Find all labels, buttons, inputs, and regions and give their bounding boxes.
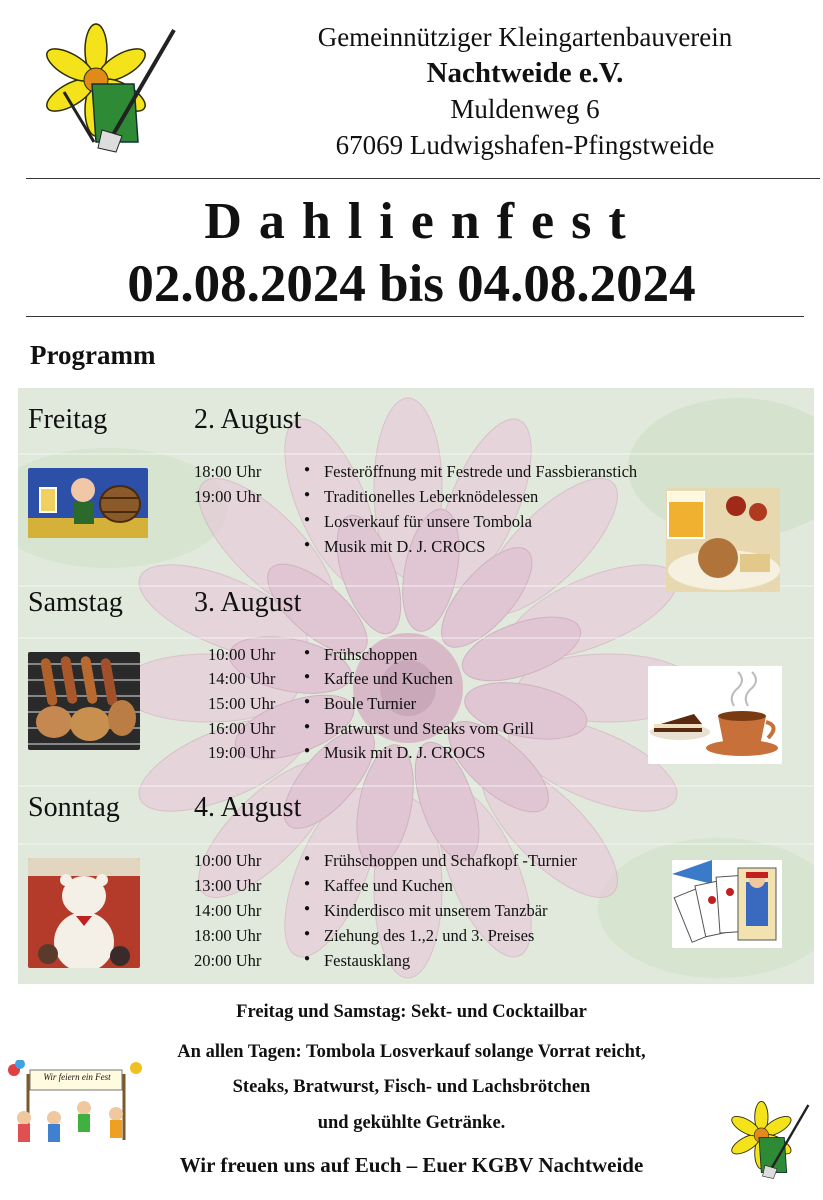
sunday-time-2: 13:00 Uhr [194,876,262,895]
saturday-time-1: 10:00 Uhr [208,645,276,664]
friday-item-4: ● Musik mit D. J. CROCS [324,537,485,557]
title-divider [26,316,804,317]
footer-closing: Wir freuen uns auf Euch – Euer KGBV Nachtweide [179,1153,644,1177]
saturday-time-3: 15:00 Uhr [208,694,276,713]
club-logo-small [724,1096,812,1184]
org-name: Gemeinnütziger Kleingartenbauverein [317,22,733,52]
club-logo [34,22,180,154]
saturday-item-4: ● Bratwurst und Steaks vom Grill [324,719,534,739]
club-name: Nachtweide e.V. [426,57,624,89]
street-address: Muldenweg 6 [450,94,600,124]
city-address: 67069 Ludwigshafen-Pfingstweide [335,130,715,160]
cake-coffee-image [648,666,782,764]
beer-barrel-image [28,468,148,538]
saturday-time-2: 14:00 Uhr [208,669,276,688]
day-saturday: Samstag [28,587,123,618]
event-dates: 02.08.2024 bis 04.08.2024 [127,255,696,313]
sunday-item-3: ● Kinderdisco mit unserem Tanzbär [324,901,548,921]
friday-item-3: ● Losverkauf für unsere Tombola [324,512,532,532]
program-panel [18,388,814,984]
sunday-time-5: 20:00 Uhr [194,951,262,970]
dancing-bear-image [28,858,140,968]
header-divider [26,178,820,179]
sunday-item-1: ● Frühschoppen und Schafkopf -Turnier [324,851,577,871]
program-heading: Programm [30,340,156,370]
playing-cards-image [672,860,782,948]
friday-time-1: 18:00 Uhr [194,462,262,481]
date-friday: 2. August [194,404,302,435]
saturday-item-3: ● Boule Turnier [324,694,416,714]
sunday-time-1: 10:00 Uhr [194,851,262,870]
sunday-item-4: ● Ziehung des 1.,2. und 3. Preises [324,926,534,946]
friday-time-2: 19:00 Uhr [194,487,262,506]
saturday-item-5: ● Musik mit D. J. CROCS [324,743,485,763]
dumpling-plate-image [666,488,780,592]
banner-text: Wir feiern ein Fest [43,1072,111,1082]
saturday-item-1: ● Frühschoppen [324,645,418,665]
saturday-time-5: 19:00 Uhr [208,743,276,762]
date-saturday: 3. August [194,587,302,618]
event-title: Dahlienfest [204,193,643,250]
grill-image [28,652,140,750]
footer-line-tombola: An allen Tagen: Tombola Losverkauf solange Vorrat reicht, [177,1042,646,1062]
day-sunday: Sonntag [28,792,120,823]
footer-line-drinks: und gekühlte Getränke. [317,1113,506,1133]
day-friday: Freitag [28,404,108,435]
friday-item-1: ● Festeröffnung mit Festrede und Fassbieranstich [324,462,637,482]
sunday-time-4: 18:00 Uhr [194,926,262,945]
saturday-time-4: 16:00 Uhr [208,719,276,738]
sunday-item-5: ● Festausklang [324,951,410,971]
sunday-time-3: 14:00 Uhr [194,901,262,920]
footer-line-bar: Freitag und Samstag: Sekt- und Cocktailbar [236,1002,587,1022]
friday-item-2: ● Traditionelles Leberknödelessen [324,487,538,507]
date-sunday: 4. August [194,792,302,823]
sunday-item-2: ● Kaffee und Kuchen [324,876,453,896]
footer-line-food: Steaks, Bratwurst, Fisch- und Lachsbrötchen [232,1077,591,1097]
kids-banner-image [6,1060,146,1156]
saturday-item-2: ● Kaffee und Kuchen [324,669,453,689]
